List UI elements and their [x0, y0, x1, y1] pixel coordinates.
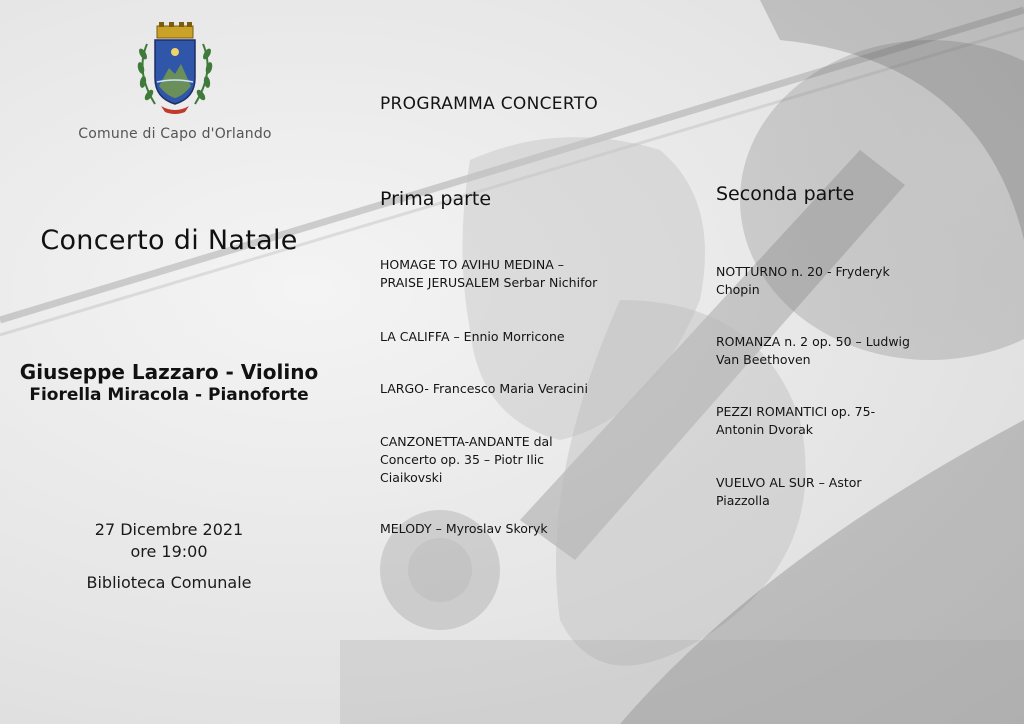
coat-of-arms-icon — [133, 20, 217, 116]
program-heading: PROGRAMMA CONCERTO — [380, 94, 599, 114]
performer-piano: Fiorella Miracola - Pianoforte — [29, 385, 309, 405]
performers — [0, 360, 338, 406]
program-item: LA CALIFFA – Ennio Morricone — [380, 329, 565, 344]
program-item: VUELVO AL SUR – Astor Piazzolla — [716, 475, 862, 508]
program-item: PEZZI ROMANTICI op. 75- Antonin Dvorak — [716, 404, 876, 437]
program-item: CANZONETTA-ANDANTE dal Concerto op. 35 – Piotr Ilic Ciaikovski — [380, 434, 553, 485]
program-item: NOTTURNO n. 20 - Fryderyk Chopin — [716, 264, 890, 297]
program-item: LARGO- Francesco Maria Veracini — [380, 381, 588, 396]
event-date: 27 Dicembre 2021 — [94, 520, 244, 539]
event-title: Concerto di Natale — [40, 225, 298, 256]
municipality-name: Comune di Capo d'Orlando — [78, 126, 272, 142]
second-part-title: Seconda parte — [716, 183, 855, 205]
first-part-title: Prima parte — [380, 188, 492, 210]
program-item: HOMAGE TO AVIHU MEDINA – PRAISE JERUSALEM Serbar Nichifor — [380, 257, 598, 290]
program-item: ROMANZA n. 2 op. 50 – Ludwig Van Beethoven — [716, 334, 910, 367]
performer-violin: Giuseppe Lazzaro - Violino — [19, 360, 319, 384]
program-item: MELODY – Myroslav Skoryk — [380, 521, 548, 536]
date-time — [0, 519, 338, 563]
event-time: ore 19:00 — [130, 542, 208, 561]
event-venue: Biblioteca Comunale — [86, 573, 252, 592]
